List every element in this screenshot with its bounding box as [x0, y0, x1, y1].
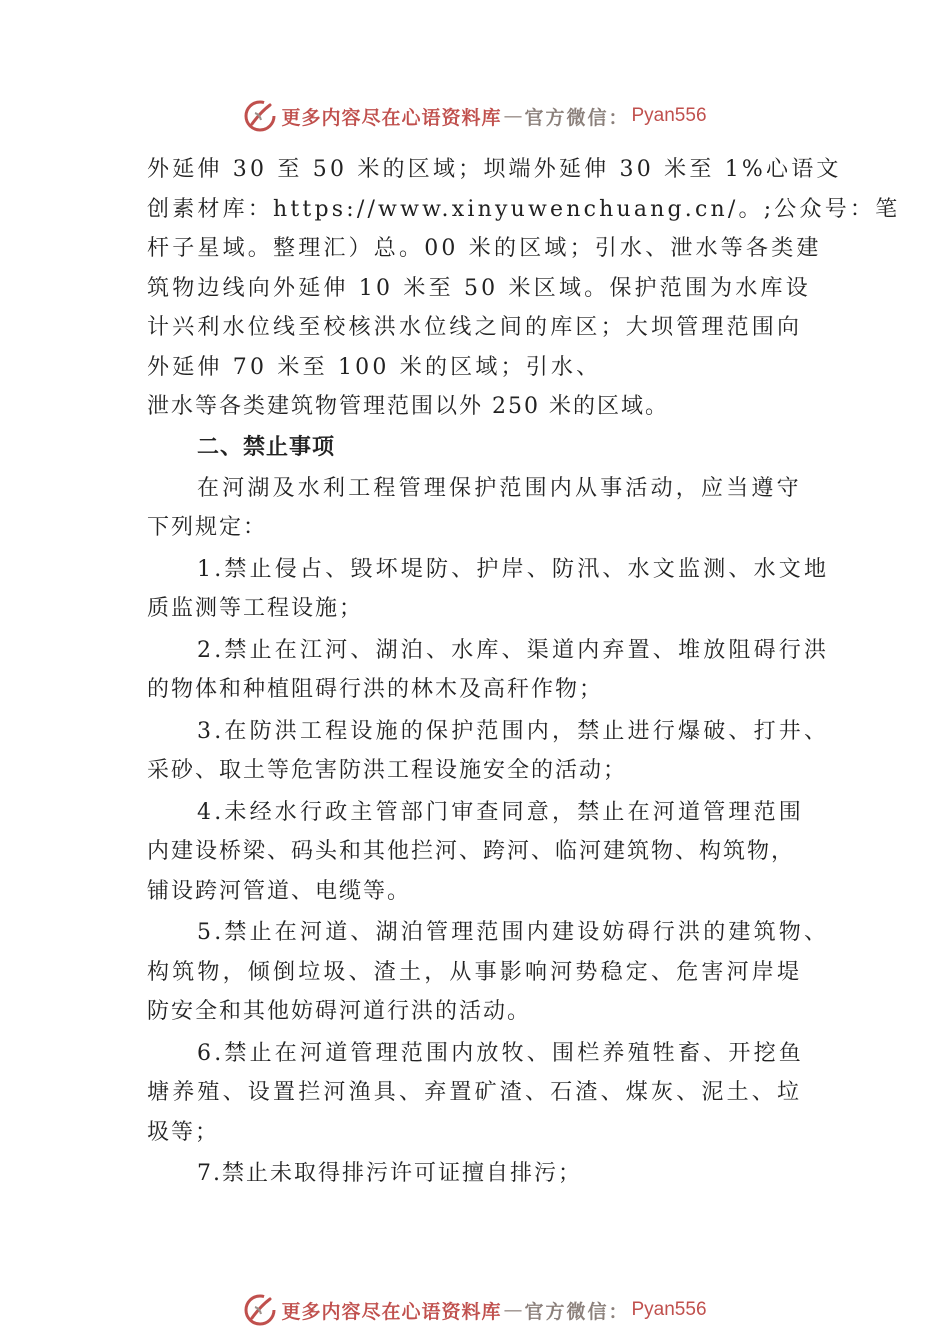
list-item: [147, 631, 830, 710]
text-line: 7.禁止未取得排污许可证擅自排污；: [197, 1161, 582, 1186]
text-line: 外延伸 70 米至 100 米的区域；引水、: [147, 354, 602, 380]
text-line: 内建设桥梁、码头和其他拦河、跨河、临河建筑物、构筑物，: [147, 839, 796, 864]
text-line: 1.禁止侵占、毁坏堤防、护岸、防汛、水文监测、水文地: [197, 556, 830, 582]
text-line: 5.禁止在河道、湖泊管理范围内建设妨碍行洪的建筑物、: [197, 920, 830, 945]
list-item: [147, 1154, 812, 1194]
banner-wechat-id: Pyan556: [631, 1299, 707, 1320]
list-item: [147, 550, 830, 629]
intro-paragraph: [147, 150, 901, 427]
lead-paragraph: [147, 469, 812, 548]
banner-dash: —: [503, 105, 523, 127]
list-item: [147, 1034, 812, 1153]
text-line: 圾等；: [147, 1119, 220, 1145]
text-line: 6.禁止在河道管理范围内放牧、围栏养殖牲畜、开挖鱼: [197, 1040, 804, 1066]
text-line: 泄水等各类建筑物管理范围以外 250 米的区域。: [147, 394, 669, 419]
section-title: 二、禁止事项: [197, 434, 336, 460]
text-line: 的物体和种植阻碍行洪的林木及高秆作物；: [147, 677, 604, 702]
text-line: 杆子星域。整理汇）总。00 米的区域；引水、泄水等各类建: [147, 236, 822, 261]
banner-wechat-id: Pyan556: [631, 105, 707, 126]
text-line: 在河湖及水利工程管理保护范围内从事活动，应当遵守: [197, 475, 802, 501]
text-line: 采砂、取土等危害防洪工程设施安全的活动；: [147, 758, 628, 783]
header-banner: [0, 96, 950, 136]
text-line: 4.未经水行政主管部门审查同意，禁止在河道管理范围: [197, 799, 804, 825]
list-item: [147, 913, 830, 1032]
banner-slogan: 更多内容尽在心语资料库: [281, 106, 502, 129]
text-line: 铺设跨河管道、电缆等。: [147, 878, 412, 904]
text-line: 筑物边线向外延伸 10 米至 50 米区域。保护范围为水库设: [147, 275, 811, 301]
text-line: 创素材库：https://www.xinyuwenchuang.cn/。;公众号：笔: [147, 196, 901, 222]
text-line: 计兴利水位线至校核洪水位线之间的库区；大坝管理范围向: [147, 315, 803, 340]
banner-official-label: 官方微信：: [524, 1300, 630, 1323]
banner-official-label: 官方微信：: [524, 106, 630, 129]
text-line: 防安全和其他妨碍河道行洪的活动。: [147, 999, 532, 1024]
brush-logo-icon: [243, 1293, 277, 1327]
text-line: 构筑物，倾倒垃圾、渣土，从事影响河势稳定、危害河岸堤: [147, 959, 803, 985]
list-item: [147, 712, 830, 791]
text-line: 塘养殖、设置拦河渔具、弃置矿渣、石渣、煤灰、泥土、垃: [147, 1080, 803, 1105]
banner-slogan: 更多内容尽在心语资料库: [281, 1300, 502, 1323]
text-line: 质监测等工程设施；: [147, 596, 364, 621]
text-line: 下列规定：: [147, 515, 268, 540]
text-line: 外延伸 30 至 50 米的区域；坝端外延伸 30 米至 1%心语文: [147, 157, 842, 182]
footer-banner: [0, 1290, 950, 1330]
text-line: 3.在防洪工程设施的保护范围内，禁止进行爆破、打井、: [197, 718, 830, 744]
document-body: [147, 150, 901, 1194]
brush-logo-icon: [243, 99, 277, 133]
text-line: 2.禁止在江河、湖泊、水库、渠道内弃置、堆放阻碍行洪: [197, 637, 830, 663]
list-item: [147, 793, 812, 912]
banner-dash: —: [503, 1299, 523, 1321]
